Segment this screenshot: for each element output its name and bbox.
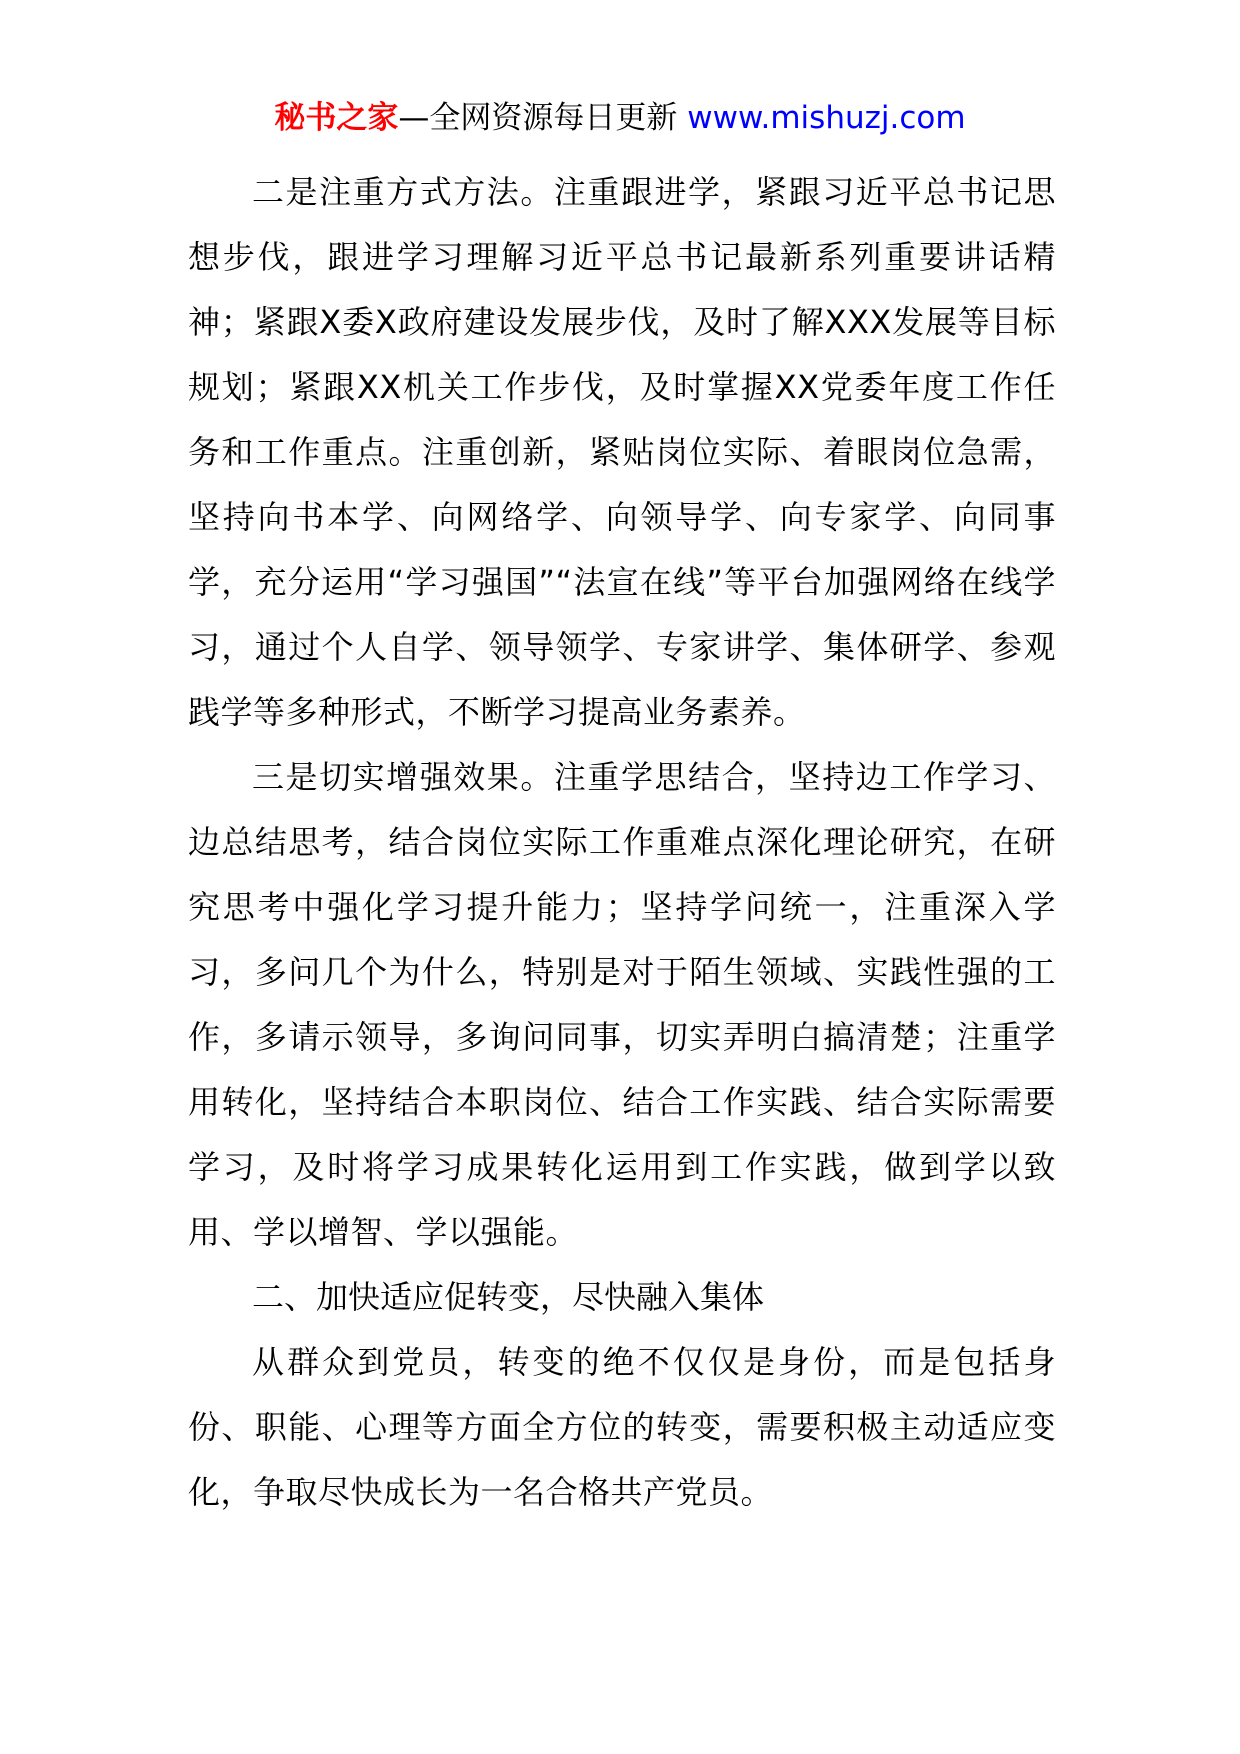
section-heading: 二、加快适应促转变，尽快融入集体	[252, 1278, 765, 1316]
site-brand: 秘书之家	[274, 100, 399, 136]
document-body	[188, 160, 1056, 1525]
paragraph-method: 二是注重方式方法。注重跟进学，紧跟习近平总书记思想步伐，跟进学习理解习近平总书记最新系列重要讲话精神；紧跟X委X政府建设发展步伐，及时了解XXX发展等目标规划；紧跟XX机关工作步伐，及时掌握XX党委年度工作任务和工作重点。注重创新，紧贴岗位实际、着眼岗位急需，坚持向书本学、向网络学、向领导学、向专家学、向同事学，充分运用“学习强国”“法宣在线”等平台加强网络在线学习，通过个人自学、领导领学、专家讲学、集体研学、参观践学等多种形式，不断学习提高业务素养。	[188, 173, 1056, 731]
paragraph-effect: 三是切实增强效果。注重学思结合，坚持边工作学习、边总结思考，结合岗位实际工作重难点深化理论研究，在研究思考中强化学习提升能力；坚持学问统一，注重深入学习，多问几个为什么，特别是对于陌生领域、实践性强的工作，多请示领导，多询问同事，切实弄明白搞清楚；注重学用转化，坚持结合本职岗位、结合工作实践、结合实际需要学习，及时将学习成果转化运用到工作实践，做到学以致用、学以增智、学以强能。	[188, 758, 1056, 1251]
site-url-link[interactable]: www.mishuzj.com	[687, 100, 966, 136]
site-header	[0, 98, 1240, 138]
site-slogan: —全网资源每日更新	[398, 100, 688, 136]
paragraph-transition: 从群众到党员，转变的绝不仅仅是身份，而是包括身份、职能、心理等方面全方位的转变，需要积极主动适应变化，争取尽快成长为一名合格共产党员。	[188, 1343, 1056, 1511]
